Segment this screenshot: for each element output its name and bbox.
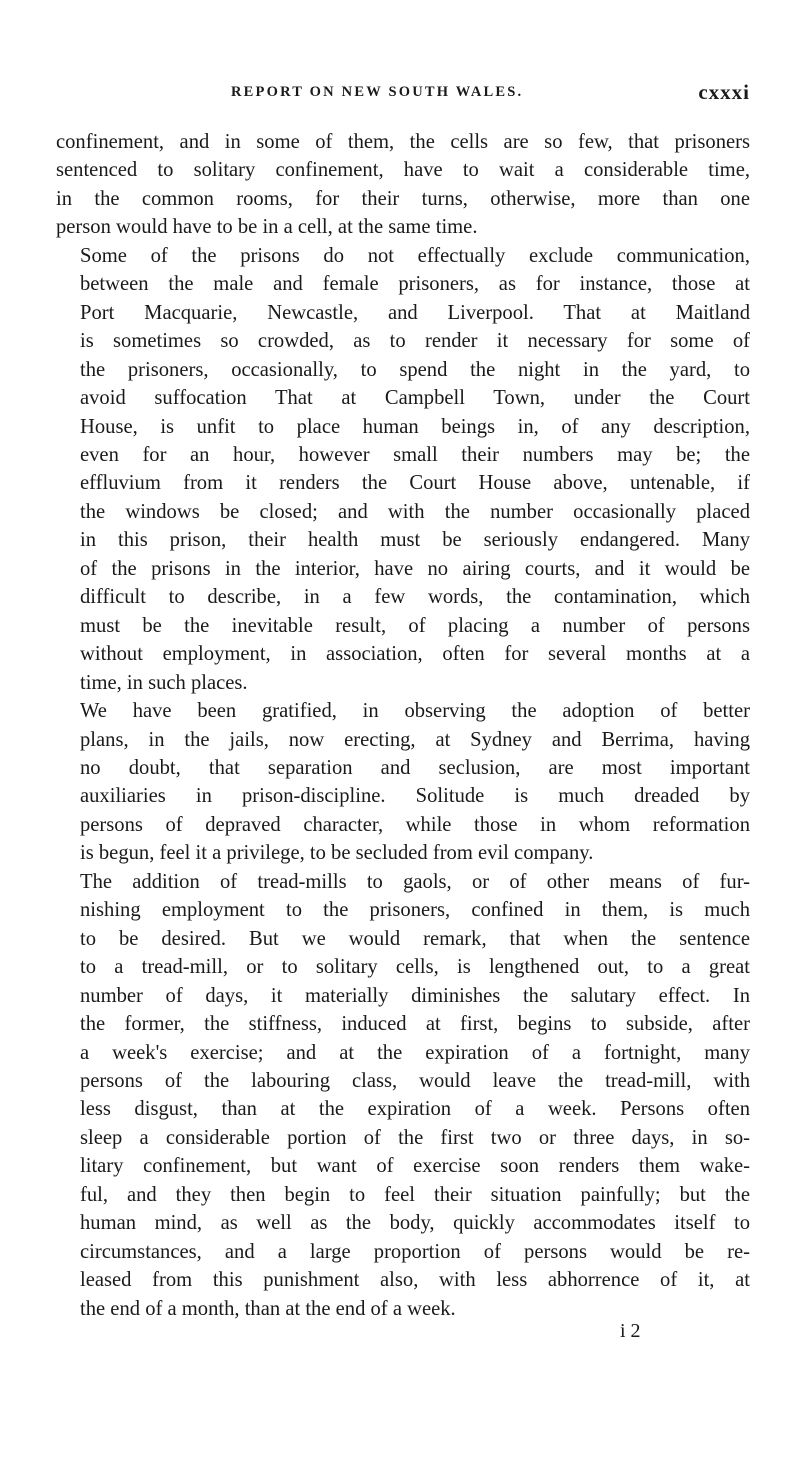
text-line: House, is unfit to place human beings in, of any description,: [80, 415, 750, 438]
text-line: litary confinement, but want of exercise soon renders them wake-: [80, 1155, 750, 1178]
text-line: confinement, and in some of them, the cells are so few, that prisoners: [56, 131, 750, 153]
paragraph: [56, 697, 750, 868]
text-line: plans, in the jails, now erecting, at Sydney and Berrima, having: [80, 728, 750, 751]
text-line: no doubt, that separation and seclusion, are most important: [80, 756, 750, 779]
text-line: sentenced to solitary confinement, have to wait a considerable time,: [56, 159, 750, 182]
text-line: human mind, as well as the body, quickly accommodates itself to: [80, 1212, 750, 1235]
text-line: to be desired. But we would remark, that when the sentence: [80, 927, 750, 950]
paragraph: [56, 128, 750, 242]
page-header: [56, 80, 750, 110]
signature-mark: i 2: [620, 1320, 641, 1342]
text-line: persons of depraved character, while those in whom reformation: [80, 813, 750, 836]
text-line: to a tread-mill, or to solitary cells, is lengthened out, to a great: [80, 956, 750, 979]
text-line: without employment, in association, often for several months at a: [80, 643, 750, 666]
text-line: the former, the stiffness, induced at first, begins to subside, after: [80, 1013, 750, 1036]
text-line: in the common rooms, for their turns, otherwise, more than one: [56, 187, 750, 210]
text-line: the windows be closed; and with the number occasionally placed: [80, 500, 750, 523]
text-line: avoid suffocation That at Campbell Town, under the Court: [80, 387, 750, 410]
text-line: leased from this punishment also, with less abhorrence of it, at: [80, 1269, 750, 1292]
text-line: time, in such places.: [80, 671, 248, 694]
text-line: The addition of tread-mills to gaols, or of other means of fur-: [80, 870, 750, 893]
text-line: the prisoners, occasionally, to spend the night in the yard, to: [80, 358, 750, 381]
text-line: persons of the labouring class, would leave the tread-mill, with: [80, 1069, 750, 1092]
text-line: difficult to describe, in a few words, the contamination, which: [80, 586, 750, 609]
body-text: [56, 128, 750, 1323]
text-line: less disgust, than at the expiration of a week. Persons often: [80, 1098, 750, 1121]
text-line: the end of a month, than at the end of a week.: [80, 1297, 456, 1320]
text-line: ful, and they then begin to feel their situation painfully; but the: [80, 1183, 750, 1206]
text-line: a week's exercise; and at the expiration of a fortnight, many: [80, 1041, 750, 1064]
text-line: of the prisons in the interior, have no airing courts, and it would be: [80, 557, 750, 580]
text-line: in this prison, their health must be seriously endangered. Many: [80, 529, 750, 552]
text-line: number of days, it materially diminishes the salutary effect. In: [80, 984, 750, 1007]
running-title: REPORT ON NEW SOUTH WALES.: [231, 84, 524, 100]
text-line: nishing employment to the prisoners, confined in them, is much: [80, 899, 750, 922]
paragraph: [56, 242, 750, 697]
page-number: cxxxi: [698, 80, 750, 104]
text-line: We have been gratified, in observing the adoption of better: [80, 700, 750, 723]
text-line: even for an hour, however small their numbers may be; the: [80, 443, 750, 466]
text-line: sleep a considerable portion of the first two or three days, in so-: [80, 1126, 750, 1149]
text-line: auxiliaries in prison-discipline. Solitude is much dreaded by: [80, 785, 750, 808]
text-line: is sometimes so crowded, as to render it necessary for some of: [80, 330, 750, 353]
text-line: is begun, feel it a privilege, to be secluded from evil company.: [80, 842, 594, 865]
text-line: circumstances, and a large proportion of persons would be re-: [80, 1240, 750, 1263]
text-line: between the male and female prisoners, as for instance, those at: [80, 273, 750, 296]
text-line: Some of the prisons do not effectually exclude communication,: [80, 244, 750, 267]
text-line: person would have to be in a cell, at the same time.: [56, 216, 478, 239]
text-line: effluvium from it renders the Court House above, untenable, if: [80, 472, 750, 495]
text-line: must be the inevitable result, of placing a number of persons: [80, 614, 750, 637]
text-line: Port Macquarie, Newcastle, and Liverpool. That at Maitland: [80, 301, 750, 324]
paragraph: [56, 868, 750, 1323]
